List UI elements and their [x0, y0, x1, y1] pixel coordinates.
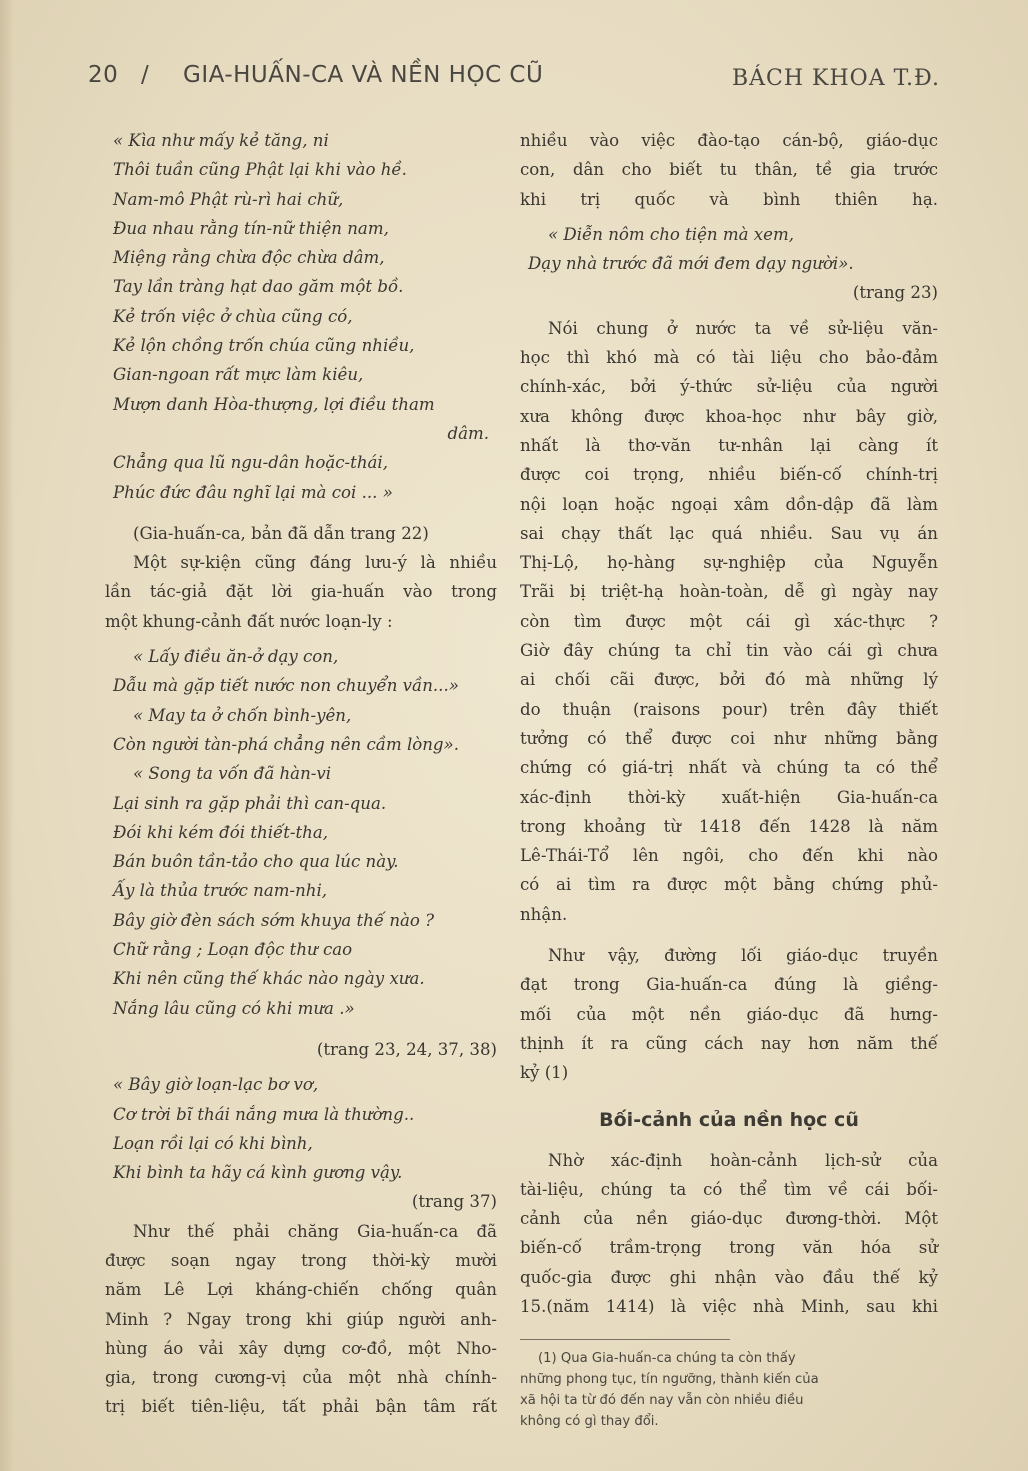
paragraph-line: kỷ (1): [520, 1063, 569, 1083]
paragraph-line: quốc-gia được ghi nhận vào đầu thế kỷ: [520, 1267, 938, 1287]
poem-line: Mượn danh Hòa-thượng, lợi điều tham: [113, 394, 435, 414]
poem-line: Đói khi kém đói thiết-tha,: [113, 822, 329, 842]
paragraph-line: một khung-cảnh đất nước loạn-ly :: [105, 611, 393, 631]
paragraph-line: Giờ đây chúng ta chỉ tin vào cái gì chưa: [520, 641, 938, 661]
poem-line: « Lấy điều ăn-ở dạy con,: [133, 647, 339, 667]
paragraph-line: con, dân cho biết tu thân, tề gia trước: [520, 160, 938, 180]
poem-line: Khi nên cũng thế khác nào ngày xưa.: [113, 969, 425, 989]
poem-line: Chẳng qua lũ ngu-dân hoặc-thái,: [113, 453, 388, 473]
paragraph-line: Như vậy, đường lối giáo-dục truyền: [548, 946, 938, 966]
poem-line: « Song ta vốn đã hàn-vi: [133, 764, 332, 784]
poem-line: Nam-mô Phật rù-rì hai chữ,: [113, 189, 344, 209]
paragraph-line: nội loạn hoặc ngoại xâm dồn-dập đã làm: [520, 494, 938, 514]
paragraph-line: xác-định thời-kỳ xuất-hiện Gia-huấn-ca: [520, 787, 938, 807]
paragraph-line: nhiều vào việc đào-tạo cán-bộ, giáo-dục: [520, 131, 938, 150]
paragraph-line: chính-xác, bởi ý-thức sử-liệu của người: [520, 377, 938, 397]
paragraph-line: 15.(năm 1414) là việc nhà Minh, sau khi: [520, 1296, 938, 1316]
paragraph-line: tài-liệu, chúng ta có thể tìm về cái bối-: [520, 1179, 938, 1199]
paragraph-line: ai chối cãi được, bởi đó mà những lý: [520, 670, 938, 690]
paragraph-line: đạt trong Gia-huấn-ca đúng là giềng-: [520, 975, 938, 995]
poem-line: Ấy là thủa trước nam-nhi,: [113, 881, 328, 901]
poem-line: Còn người tàn-phá chẳng nên cầm lòng».: [113, 734, 459, 754]
poem-line: Phúc đức đâu nghĩ lại mà coi ... »: [113, 482, 393, 502]
poem-line: Bán buôn tần-tảo cho qua lúc này.: [113, 852, 399, 872]
footnote-line: không có gì thay đổi.: [520, 1414, 659, 1430]
poem-line: « May ta ở chốn bình-yên,: [133, 705, 352, 725]
poem-line: Khi bình ta hãy cá kình gương vậy.: [113, 1163, 403, 1183]
poem-line: Thôi tuần cũng Phật lại khi vào hề.: [113, 160, 407, 180]
paragraph-line: nhận.: [520, 904, 568, 924]
paragraph-line: Minh ? Ngay trong khi giúp người anh-: [105, 1309, 497, 1329]
poem-line: Dạy nhà trước đã mới đem dạy người».: [528, 254, 854, 274]
header-separator: /: [141, 62, 150, 88]
paragraph-line: Trãi bị triệt-hạ hoàn-toàn, dễ gì ngày nay: [520, 582, 938, 602]
paragraph-line: cảnh của nền giáo-dục đương-thời. Một: [520, 1209, 938, 1229]
paragraph-line: lần tác-giả đặt lời gia-huấn vào trong: [105, 582, 497, 602]
poem-line: Loạn rồi lại có khi bình,: [113, 1133, 313, 1153]
poem-line: Dẫu mà gặp tiết nước non chuyển vần...»: [113, 676, 459, 696]
left-column: [105, 126, 497, 1422]
paragraph-line: thịnh ít ra cũng cách nay hơn năm thế: [520, 1033, 938, 1053]
citation: (trang 23): [852, 283, 938, 303]
paragraph-line: do thuận (raisons pour) trên đây thiết: [520, 699, 938, 719]
poem-line: Cơ trời bĩ thái nắng mưa là thường..: [113, 1104, 415, 1124]
poem-line: « Diễn nôm cho tiện mà xem,: [548, 224, 794, 244]
paragraph-line: biến-cố trầm-trọng trong văn hóa sử: [520, 1238, 938, 1258]
poem-line: « Bây giờ loạn-lạc bơ vơ,: [113, 1075, 319, 1095]
paragraph-line: mối của một nền giáo-dục đã hưng-: [520, 1004, 938, 1024]
paragraph-line: xưa không được khoa-học như bây giờ,: [520, 406, 938, 426]
poem-line: Đua nhau rằng tín-nữ thiện nam,: [113, 218, 389, 238]
poem-line-continuation: dâm.: [447, 423, 489, 443]
poem-line: Miệng rằng chừa độc chừa dâm,: [113, 248, 385, 268]
paragraph-line: gia, trong cương-vị của một nhà chính-: [105, 1368, 497, 1388]
page-spine-shadow: [0, 0, 14, 1471]
paragraph-line: nhất là thơ-văn tư-nhân lại càng ít: [520, 435, 938, 455]
footnote-line: xã hội ta từ đó đến nay vẫn còn nhiều điều: [520, 1393, 804, 1409]
paragraph-line: hùng áo vải xây dựng cơ-đồ, một Nho-: [105, 1338, 497, 1358]
paragraph-line: được coi trọng, nhiều biến-cố chính-trị: [520, 465, 938, 485]
right-column: [520, 126, 938, 1432]
paragraph-line: tưởng có thể được coi như những bằng: [520, 728, 938, 748]
paragraph-line: trị biết tiên-liệu, tất phải bận tâm rất: [105, 1397, 497, 1417]
magazine-name: BÁCH KHOA T.Đ.: [731, 66, 940, 91]
paragraph-line: học thì khó mà có tài liệu cho bảo-đảm: [520, 348, 938, 368]
poem-line: « Kìa như mấy kẻ tăng, ni: [113, 131, 329, 150]
paragraph-line: Nhờ xác-định hoàn-cảnh lịch-sử của: [548, 1150, 938, 1170]
poem-line: Bây giờ đèn sách sớm khuya thế nào ?: [113, 910, 435, 930]
poem-line: Kẻ lộn chồng trốn chúa cũng nhiều,: [113, 336, 415, 356]
citation: (trang 23, 24, 37, 38): [316, 1039, 497, 1059]
poem-line: Chữ rằng ; Loạn độc thư cao: [113, 940, 353, 960]
page-number: 20: [88, 62, 119, 88]
footnote-line: những phong tục, tín ngưỡng, thành kiến của: [520, 1372, 819, 1388]
poem-line: Nắng lâu cũng có khi mưa .»: [113, 998, 355, 1018]
paragraph-line: có ai tìm ra được một bằng chứng phủ-: [520, 875, 938, 895]
citation: (Gia-huấn-ca, bản đã dẫn trang 22): [133, 523, 429, 543]
citation: (trang 37): [411, 1192, 497, 1212]
running-header: [88, 62, 948, 102]
footnote-divider: [520, 1339, 730, 1340]
paragraph-line: còn tìm được một cái gì xác-thực ?: [520, 611, 938, 631]
paragraph-line: Một sự-kiện cũng đáng lưu-ý là nhiều: [133, 553, 497, 573]
poem-line: Lại sinh ra gặp phải thì can-qua.: [113, 793, 387, 813]
paragraph-line: Như thế phải chăng Gia-huấn-ca đã: [133, 1221, 497, 1241]
paragraph-line: Thị-Lộ, họ-hàng sự-nghiệp của Nguyễn: [520, 553, 938, 573]
footnote-line: (1) Qua Gia-huấn-ca chúng ta còn thấy: [538, 1351, 796, 1367]
poem-line: Tay lần tràng hạt dao găm một bồ.: [113, 277, 404, 297]
paragraph-line: khi trị quốc và bình thiên hạ.: [520, 189, 938, 209]
poem-line: Kẻ trốn việc ở chùa cũng có,: [113, 306, 353, 326]
paragraph-line: Lê-Thái-Tổ lên ngôi, cho đến khi nào: [520, 846, 938, 866]
paragraph-line: chứng có giá-trị nhất và chúng ta có thể: [520, 758, 938, 778]
paragraph-line: năm Lê Lợi kháng-chiến chống quân: [105, 1280, 497, 1300]
section-heading: Bối-cảnh của nền học cũ: [599, 1108, 859, 1131]
paragraph-line: Nói chung ở nước ta về sử-liệu văn-: [548, 318, 938, 338]
paragraph-line: sai chạy thất lạc quá nhiều. Sau vụ án: [520, 523, 938, 543]
paragraph-line: được soạn ngay trong thời-kỳ mười: [105, 1250, 497, 1270]
article-title: GIA-HUẤN-CA VÀ NỀN HỌC CŨ: [183, 62, 544, 88]
poem-line: Gian-ngoan rất mực làm kiêu,: [113, 365, 364, 385]
paragraph-line: trong khoảng từ 1418 đến 1428 là năm: [520, 816, 938, 836]
